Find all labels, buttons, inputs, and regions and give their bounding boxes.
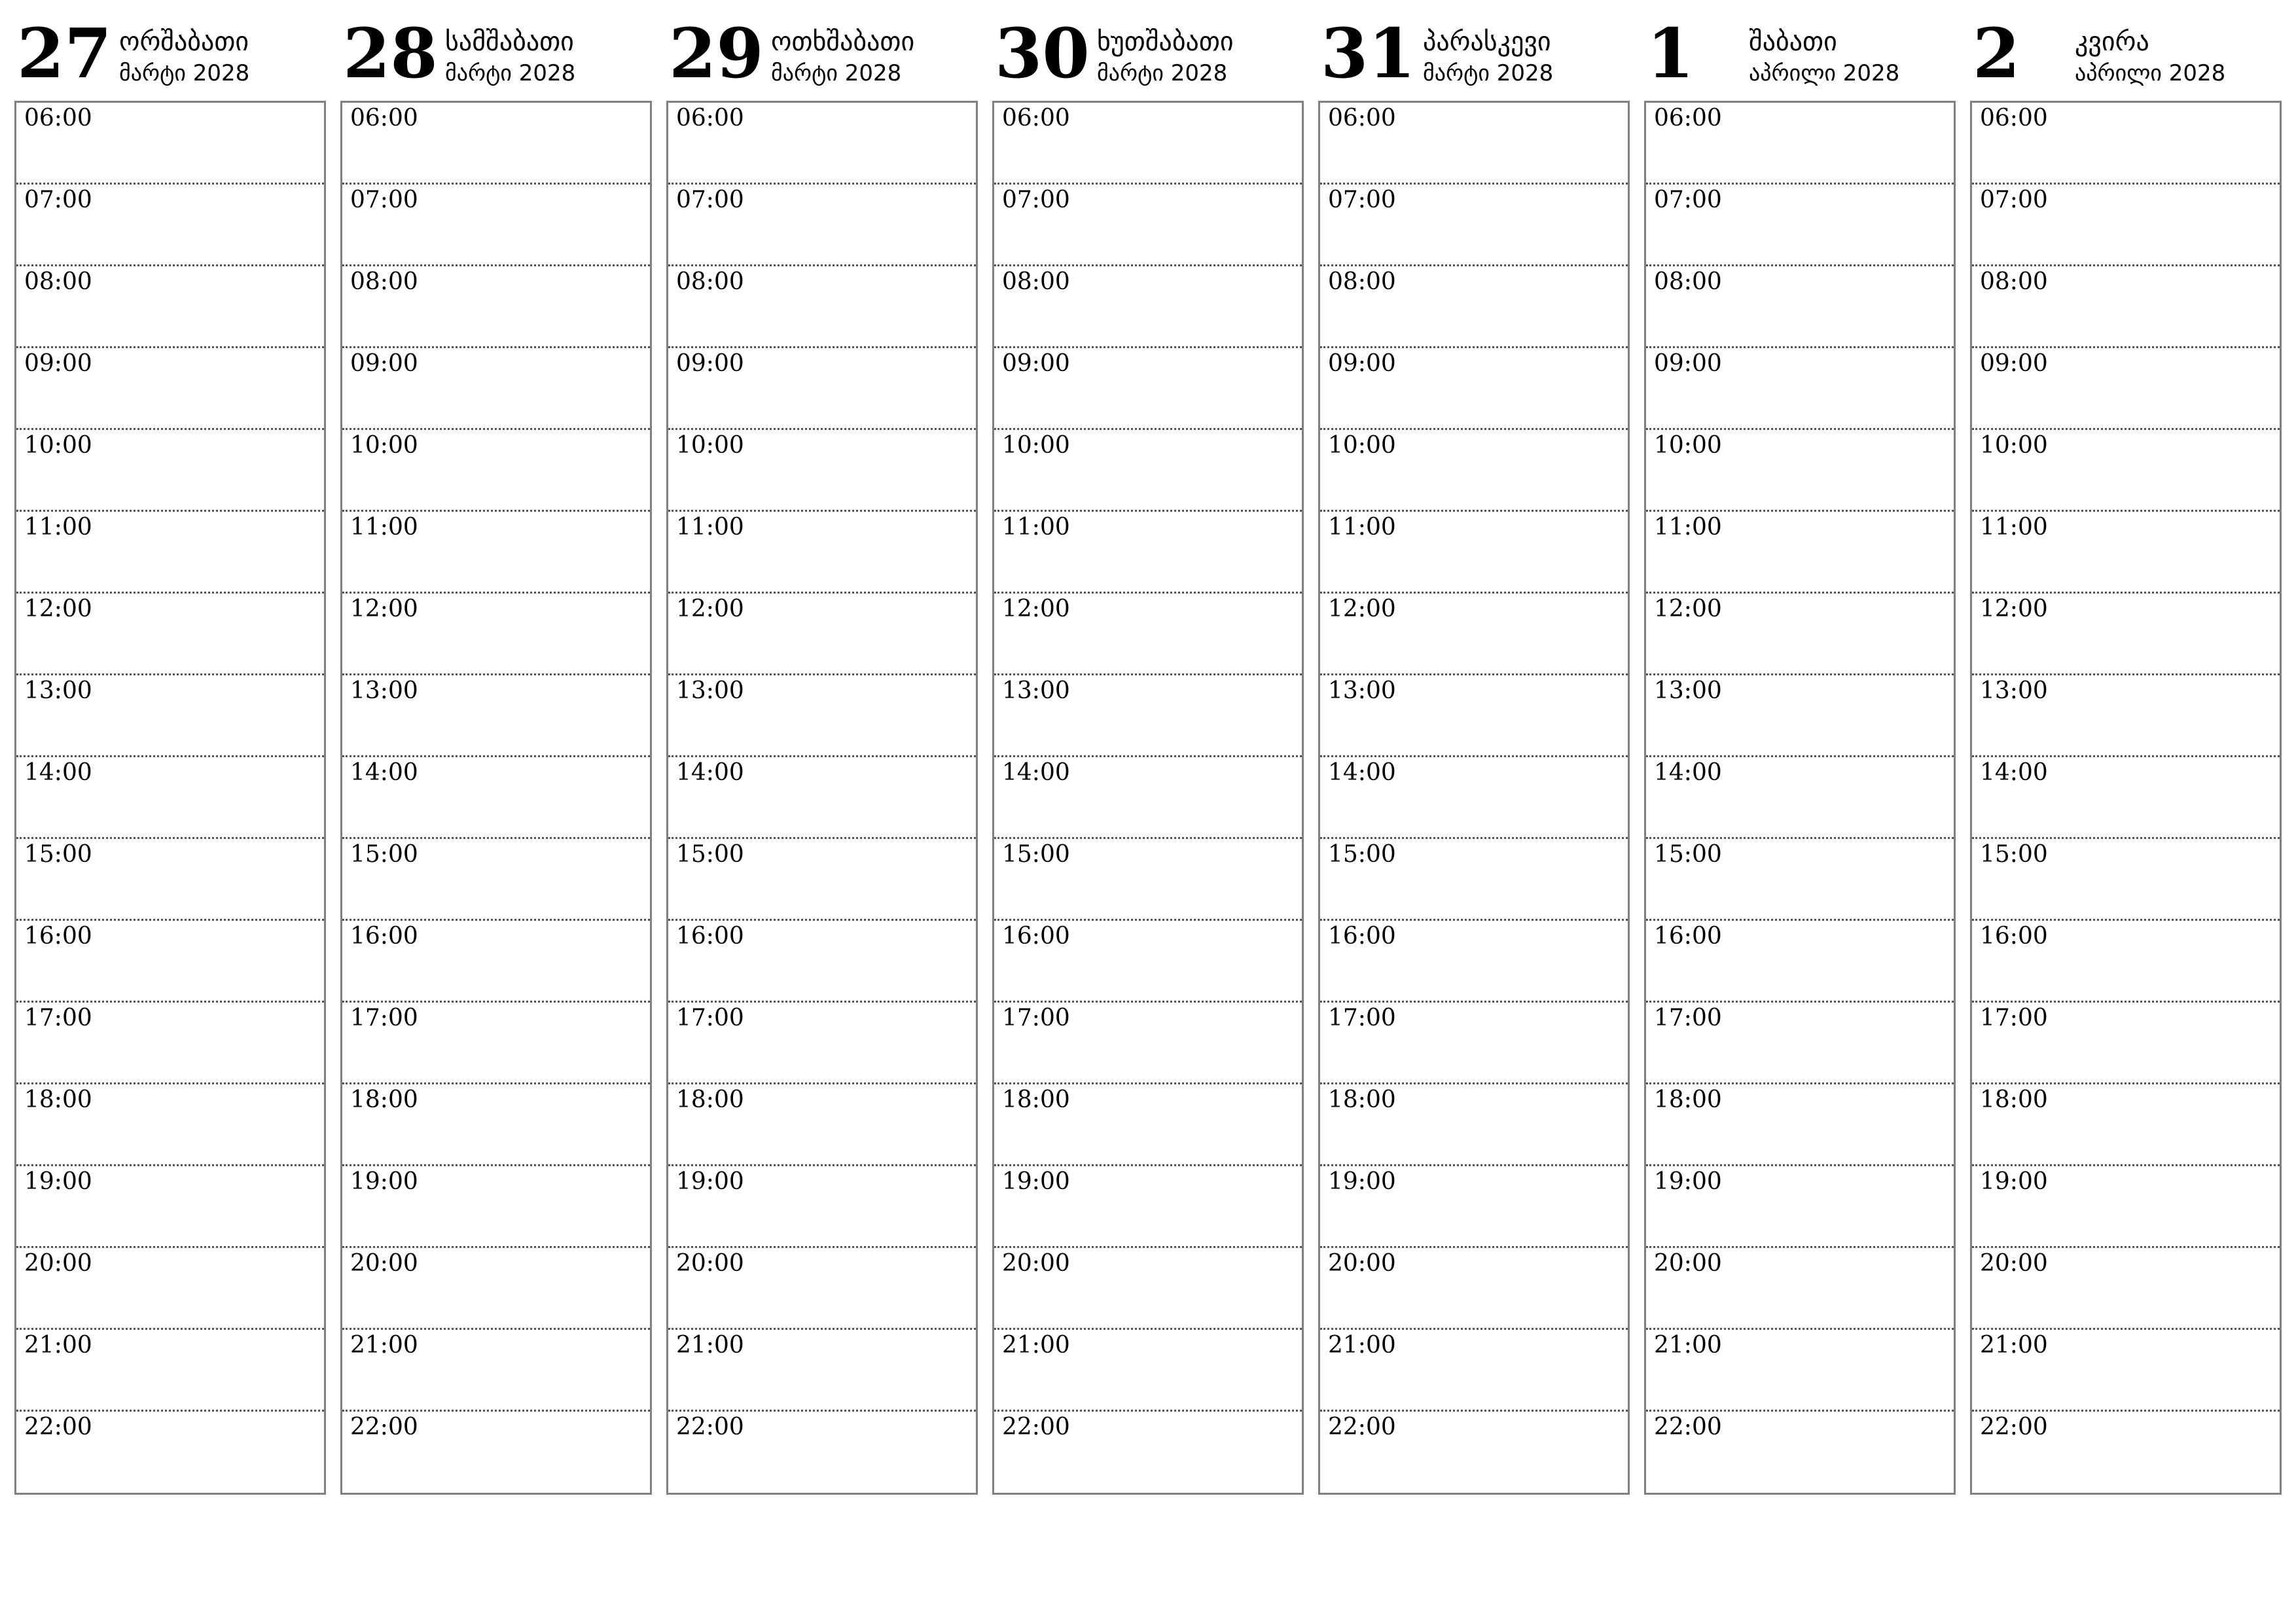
time-slot — [668, 1248, 976, 1330]
time-slot — [1320, 430, 1628, 512]
time-slot — [16, 430, 324, 512]
time-slot — [342, 103, 650, 185]
time-label: 17:00 — [350, 1005, 418, 1031]
time-slot — [1972, 1412, 2280, 1493]
time-slot — [1972, 921, 2280, 1003]
time-slot — [1646, 1412, 1954, 1493]
time-label: 20:00 — [1654, 1250, 1722, 1277]
time-label: 21:00 — [1980, 1332, 2048, 1359]
time-label: 12:00 — [676, 596, 744, 622]
time-slot — [1320, 1166, 1628, 1248]
time-label: 21:00 — [350, 1332, 418, 1359]
time-slot — [342, 430, 650, 512]
time-slot — [16, 757, 324, 839]
time-slot — [1320, 839, 1628, 921]
time-slot — [994, 185, 1302, 266]
time-slot — [342, 1003, 650, 1084]
time-label: 21:00 — [1002, 1332, 1070, 1359]
time-label: 08:00 — [24, 268, 92, 295]
time-label: 16:00 — [1328, 923, 1396, 950]
time-slot — [1646, 1084, 1954, 1166]
month-year: მარტი 2028 — [119, 60, 250, 86]
time-slot — [1320, 1003, 1628, 1084]
time-label: 06:00 — [1002, 105, 1070, 132]
day-schedule — [340, 101, 652, 1495]
day-header — [992, 13, 1304, 101]
month-year: მარტი 2028 — [1423, 60, 1554, 86]
time-label: 06:00 — [1980, 105, 2048, 132]
time-label: 10:00 — [1328, 432, 1396, 459]
day-column — [340, 13, 652, 1499]
day-header — [1644, 13, 1956, 101]
day-column — [14, 13, 326, 1499]
time-label: 22:00 — [1328, 1414, 1396, 1440]
time-slot — [1646, 594, 1954, 675]
day-name: ორშაბათი — [119, 27, 249, 57]
day-column — [992, 13, 1304, 1499]
time-label: 17:00 — [1654, 1005, 1722, 1031]
time-label: 13:00 — [24, 677, 92, 704]
time-label: 18:00 — [1654, 1086, 1722, 1113]
time-slot — [1320, 512, 1628, 594]
time-slot — [994, 1084, 1302, 1166]
time-slot — [342, 1330, 650, 1412]
time-slot — [1972, 266, 2280, 348]
time-slot — [668, 1330, 976, 1412]
time-slot — [1320, 1412, 1628, 1493]
time-slot — [1972, 185, 2280, 266]
time-slot — [1646, 185, 1954, 266]
time-label: 12:00 — [1002, 596, 1070, 622]
day-name: ხუთშაბათი — [1097, 27, 1234, 57]
time-slot — [1972, 1248, 2280, 1330]
day-schedule — [666, 101, 978, 1495]
time-slot — [668, 594, 976, 675]
day-number: 1 — [1647, 13, 1695, 94]
time-slot — [16, 185, 324, 266]
time-slot — [668, 103, 976, 185]
day-schedule — [992, 101, 1304, 1495]
time-label: 14:00 — [350, 759, 418, 786]
time-label: 21:00 — [1654, 1332, 1722, 1359]
time-label: 13:00 — [1654, 677, 1722, 704]
time-label: 09:00 — [1002, 350, 1070, 377]
time-slot — [1320, 675, 1628, 757]
day-number: 31 — [1321, 13, 1416, 94]
time-label: 11:00 — [1328, 514, 1396, 541]
day-schedule — [14, 101, 326, 1495]
time-label: 10:00 — [350, 432, 418, 459]
time-slot — [16, 1003, 324, 1084]
time-slot — [994, 594, 1302, 675]
time-label: 09:00 — [1654, 350, 1722, 377]
time-label: 10:00 — [1980, 432, 2048, 459]
time-slot — [16, 675, 324, 757]
time-label: 21:00 — [24, 1332, 92, 1359]
time-label: 09:00 — [676, 350, 744, 377]
time-label: 06:00 — [350, 105, 418, 132]
time-label: 21:00 — [1328, 1332, 1396, 1359]
time-slot — [994, 1330, 1302, 1412]
time-slot — [1972, 1084, 2280, 1166]
day-name: კვირა — [2075, 27, 2149, 57]
time-slot — [342, 348, 650, 430]
time-label: 20:00 — [350, 1250, 418, 1277]
time-slot — [1646, 103, 1954, 185]
time-slot — [668, 1084, 976, 1166]
time-slot — [342, 675, 650, 757]
time-slot — [1972, 1003, 2280, 1084]
time-slot — [1972, 103, 2280, 185]
time-label: 13:00 — [350, 677, 418, 704]
time-label: 15:00 — [1002, 841, 1070, 868]
time-slot — [16, 266, 324, 348]
time-label: 13:00 — [1980, 677, 2048, 704]
time-slot — [668, 1003, 976, 1084]
day-number: 27 — [17, 13, 112, 94]
time-label: 19:00 — [1328, 1168, 1396, 1195]
time-slot — [1646, 430, 1954, 512]
time-label: 14:00 — [1002, 759, 1070, 786]
day-schedule — [1970, 101, 2282, 1495]
time-label: 22:00 — [350, 1414, 418, 1440]
time-slot — [16, 103, 324, 185]
time-slot — [1320, 594, 1628, 675]
time-slot — [1646, 1166, 1954, 1248]
time-slot — [16, 512, 324, 594]
time-label: 06:00 — [1328, 105, 1396, 132]
time-slot — [16, 1330, 324, 1412]
time-slot — [342, 1412, 650, 1493]
time-label: 19:00 — [1002, 1168, 1070, 1195]
time-label: 22:00 — [24, 1414, 92, 1440]
time-label: 16:00 — [676, 923, 744, 950]
time-label: 12:00 — [1980, 596, 2048, 622]
time-label: 20:00 — [676, 1250, 744, 1277]
day-column — [1970, 13, 2282, 1499]
time-label: 07:00 — [676, 187, 744, 213]
time-slot — [1646, 1330, 1954, 1412]
day-number: 29 — [669, 13, 764, 94]
time-slot — [16, 1166, 324, 1248]
time-slot — [1320, 921, 1628, 1003]
time-label: 10:00 — [1002, 432, 1070, 459]
time-label: 11:00 — [1002, 514, 1070, 541]
time-label: 14:00 — [1328, 759, 1396, 786]
time-label: 18:00 — [1002, 1086, 1070, 1113]
time-slot — [668, 921, 976, 1003]
time-slot — [342, 1084, 650, 1166]
time-label: 16:00 — [350, 923, 418, 950]
time-label: 17:00 — [1980, 1005, 2048, 1031]
day-name: შაბათი — [1749, 27, 1837, 57]
time-label: 15:00 — [1980, 841, 2048, 868]
time-slot — [342, 757, 650, 839]
time-slot — [16, 1412, 324, 1493]
time-slot — [342, 594, 650, 675]
time-label: 17:00 — [1002, 1005, 1070, 1031]
time-slot — [342, 1166, 650, 1248]
time-label: 18:00 — [24, 1086, 92, 1113]
time-slot — [994, 512, 1302, 594]
time-label: 12:00 — [1654, 596, 1722, 622]
time-label: 19:00 — [24, 1168, 92, 1195]
time-label: 11:00 — [1980, 514, 2048, 541]
time-label: 18:00 — [350, 1086, 418, 1113]
day-name: სამშაბათი — [445, 27, 574, 57]
time-slot — [1972, 348, 2280, 430]
time-slot — [1972, 594, 2280, 675]
time-slot — [1972, 430, 2280, 512]
time-slot — [342, 185, 650, 266]
time-slot — [342, 266, 650, 348]
time-slot — [1320, 185, 1628, 266]
day-number: 30 — [995, 13, 1090, 94]
time-slot — [1646, 1003, 1954, 1084]
time-label: 09:00 — [1980, 350, 2048, 377]
day-header — [340, 13, 652, 101]
time-slot — [668, 185, 976, 266]
time-label: 17:00 — [1328, 1005, 1396, 1031]
time-slot — [1320, 1248, 1628, 1330]
day-header — [14, 13, 326, 101]
time-label: 13:00 — [676, 677, 744, 704]
time-slot — [994, 921, 1302, 1003]
time-slot — [1972, 512, 2280, 594]
time-label: 08:00 — [1328, 268, 1396, 295]
time-label: 07:00 — [24, 187, 92, 213]
time-slot — [994, 103, 1302, 185]
time-slot — [16, 594, 324, 675]
time-slot — [1320, 348, 1628, 430]
time-label: 14:00 — [676, 759, 744, 786]
month-year: აპრილი 2028 — [2075, 60, 2226, 86]
time-slot — [668, 675, 976, 757]
day-name: ოთხშაბათი — [771, 27, 915, 57]
time-slot — [1972, 1166, 2280, 1248]
time-slot — [1320, 103, 1628, 185]
day-header — [1318, 13, 1630, 101]
time-slot — [994, 675, 1302, 757]
time-slot — [342, 921, 650, 1003]
time-label: 18:00 — [1980, 1086, 2048, 1113]
time-label: 06:00 — [1654, 105, 1722, 132]
time-slot — [994, 266, 1302, 348]
time-label: 14:00 — [1654, 759, 1722, 786]
time-label: 20:00 — [1328, 1250, 1396, 1277]
time-slot — [342, 839, 650, 921]
time-label: 11:00 — [676, 514, 744, 541]
time-label: 07:00 — [350, 187, 418, 213]
month-year: მარტი 2028 — [445, 60, 576, 86]
time-slot — [994, 1166, 1302, 1248]
time-slot — [1320, 266, 1628, 348]
month-year: მარტი 2028 — [771, 60, 902, 86]
time-label: 17:00 — [24, 1005, 92, 1031]
time-label: 15:00 — [676, 841, 744, 868]
day-column — [1318, 13, 1630, 1499]
time-label: 20:00 — [1980, 1250, 2048, 1277]
time-label: 20:00 — [24, 1250, 92, 1277]
time-label: 16:00 — [1002, 923, 1070, 950]
time-label: 06:00 — [676, 105, 744, 132]
time-label: 18:00 — [676, 1086, 744, 1113]
time-slot — [1972, 675, 2280, 757]
day-number: 2 — [1973, 13, 2020, 94]
time-slot — [994, 757, 1302, 839]
time-label: 13:00 — [1328, 677, 1396, 704]
time-slot — [994, 1248, 1302, 1330]
time-label: 21:00 — [676, 1332, 744, 1359]
time-slot — [16, 921, 324, 1003]
time-slot — [994, 1003, 1302, 1084]
time-slot — [668, 266, 976, 348]
time-slot — [1646, 1248, 1954, 1330]
time-slot — [1972, 757, 2280, 839]
time-slot — [668, 348, 976, 430]
time-label: 09:00 — [24, 350, 92, 377]
time-label: 07:00 — [1980, 187, 2048, 213]
time-label: 10:00 — [24, 432, 92, 459]
time-label: 19:00 — [676, 1168, 744, 1195]
time-label: 18:00 — [1328, 1086, 1396, 1113]
time-slot — [994, 348, 1302, 430]
time-slot — [994, 430, 1302, 512]
time-label: 11:00 — [24, 514, 92, 541]
time-slot — [1646, 512, 1954, 594]
time-label: 07:00 — [1002, 187, 1070, 213]
time-slot — [668, 430, 976, 512]
time-label: 08:00 — [1654, 268, 1722, 295]
time-label: 08:00 — [676, 268, 744, 295]
time-label: 15:00 — [1328, 841, 1396, 868]
month-year: მარტი 2028 — [1097, 60, 1228, 86]
day-column — [1644, 13, 1956, 1499]
time-slot — [1646, 757, 1954, 839]
time-label: 14:00 — [24, 759, 92, 786]
time-slot — [668, 757, 976, 839]
time-slot — [668, 1412, 976, 1493]
time-label: 20:00 — [1002, 1250, 1070, 1277]
time-slot — [1646, 921, 1954, 1003]
time-slot — [1646, 348, 1954, 430]
time-label: 10:00 — [676, 432, 744, 459]
time-slot — [16, 1248, 324, 1330]
time-label: 19:00 — [1980, 1168, 2048, 1195]
day-schedule — [1318, 101, 1630, 1495]
time-label: 07:00 — [1654, 187, 1722, 213]
day-header — [1970, 13, 2282, 101]
time-label: 22:00 — [676, 1414, 744, 1440]
time-slot — [1646, 839, 1954, 921]
time-slot — [1646, 266, 1954, 348]
time-label: 16:00 — [1980, 923, 2048, 950]
time-slot — [16, 1084, 324, 1166]
time-slot — [1320, 757, 1628, 839]
time-label: 08:00 — [1980, 268, 2048, 295]
time-label: 09:00 — [350, 350, 418, 377]
time-label: 06:00 — [24, 105, 92, 132]
time-slot — [994, 839, 1302, 921]
time-slot — [1320, 1084, 1628, 1166]
time-slot — [1972, 1330, 2280, 1412]
day-column — [666, 13, 978, 1499]
time-slot — [668, 512, 976, 594]
time-label: 11:00 — [350, 514, 418, 541]
time-label: 14:00 — [1980, 759, 2048, 786]
time-label: 22:00 — [1002, 1414, 1070, 1440]
time-slot — [342, 512, 650, 594]
time-slot — [16, 348, 324, 430]
time-label: 12:00 — [1328, 596, 1396, 622]
time-label: 13:00 — [1002, 677, 1070, 704]
time-label: 12:00 — [24, 596, 92, 622]
day-schedule — [1644, 101, 1956, 1495]
time-label: 19:00 — [1654, 1168, 1722, 1195]
day-name: პარასკევი — [1423, 27, 1551, 57]
time-label: 09:00 — [1328, 350, 1396, 377]
time-slot — [668, 839, 976, 921]
month-year: აპრილი 2028 — [1749, 60, 1900, 86]
time-slot — [16, 839, 324, 921]
time-label: 15:00 — [350, 841, 418, 868]
time-label: 11:00 — [1654, 514, 1722, 541]
weekly-planner — [14, 13, 2282, 1499]
time-label: 15:00 — [24, 841, 92, 868]
time-label: 08:00 — [350, 268, 418, 295]
time-slot — [342, 1248, 650, 1330]
time-label: 07:00 — [1328, 187, 1396, 213]
time-label: 22:00 — [1980, 1414, 2048, 1440]
time-label: 15:00 — [1654, 841, 1722, 868]
time-label: 08:00 — [1002, 268, 1070, 295]
time-label: 10:00 — [1654, 432, 1722, 459]
day-header — [666, 13, 978, 101]
day-number: 28 — [343, 13, 438, 94]
time-label: 12:00 — [350, 596, 418, 622]
time-label: 17:00 — [676, 1005, 744, 1031]
time-slot — [994, 1412, 1302, 1493]
time-label: 22:00 — [1654, 1414, 1722, 1440]
time-label: 16:00 — [24, 923, 92, 950]
time-slot — [1320, 1330, 1628, 1412]
time-slot — [1972, 839, 2280, 921]
time-slot — [668, 1166, 976, 1248]
time-label: 19:00 — [350, 1168, 418, 1195]
time-slot — [1646, 675, 1954, 757]
time-label: 16:00 — [1654, 923, 1722, 950]
